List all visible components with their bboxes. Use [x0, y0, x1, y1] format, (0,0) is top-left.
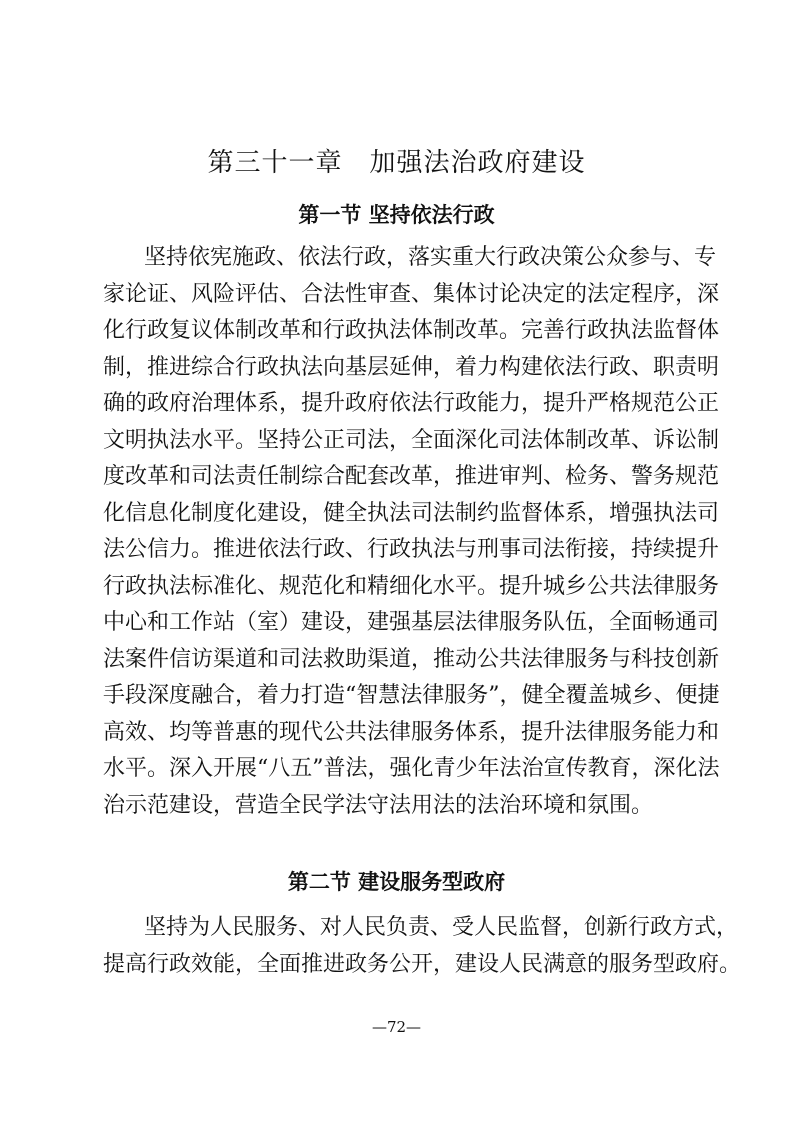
paragraph-line: 高效、均等普惠的现代公共法律服务体系，提升法律服务能力和 — [103, 719, 720, 745]
paragraph-line: 水平。深入开展“八五”普法，强化青少年法治宣传教育，深化法 — [103, 756, 720, 781]
section-1-heading: 第一节 坚持依法行政 — [298, 202, 495, 227]
paragraph-line: 化信息化制度化建设，健全执法司法制约监督体系，增强执法司 — [103, 500, 720, 526]
paragraph-line: 家论证、风险评估、合法性审查、集体讨论决定的法定程序，深 — [103, 281, 720, 307]
paragraph-line: 法公信力。推进依法行政、行政执法与刑事司法衔接，持续提升 — [103, 537, 720, 562]
paragraph-line: 行政执法标准化、规范化和精细化水平。提升城乡公共法律服务 — [103, 573, 720, 599]
paragraph-line: 坚持依宪施政、依法行政，落实重大行政决策公众参与、专 — [144, 245, 717, 270]
section-2-paragraph — [103, 910, 742, 983]
page-number: —72— — [371, 1018, 422, 1036]
paragraph-line: 度改革和司法责任制综合配套改革，推进审判、检务、警务规范 — [103, 464, 720, 489]
paragraph-line: 确的政府治理体系，提升政府依法行政能力，提升严格规范公正 — [103, 391, 720, 416]
paragraph-line: 文明执法水平。坚持公正司法，全面深化司法体制改革、诉讼制 — [103, 427, 720, 453]
paragraph-line: 手段深度融合，着力打造“智慧法律服务”，健全覆盖城乡、便捷 — [103, 683, 720, 708]
paragraph-line: 法案件信访渠道和司法救助渠道，推动公共法律服务与科技创新 — [103, 646, 720, 672]
paragraph-line: 坚持为人民服务、对人民负责、受人民监督，创新行政方式， — [144, 915, 739, 940]
paragraph-line: 治示范建设，营造全民学法守法用法的法治环境和氛围。 — [103, 792, 654, 818]
paragraph-line: 提高行政效能，全面推进政务公开，建设人民满意的服务型政府。 — [103, 951, 742, 977]
chapter-title: 第三十一章 加强法治政府建设 — [207, 148, 586, 178]
paragraph-line: 化行政复议体制改革和行政执法体制改革。完善行政执法监督体 — [103, 318, 720, 343]
section-1-paragraph — [103, 240, 720, 824]
paragraph-line: 中心和工作站（室）建设，建强基层法律服务队伍，全面畅通司 — [103, 610, 720, 635]
section-2-heading: 第二节 建设服务型政府 — [287, 869, 506, 894]
paragraph-line: 制，推进综合行政执法向基层延伸，着力构建依法行政、职责明 — [103, 354, 720, 380]
